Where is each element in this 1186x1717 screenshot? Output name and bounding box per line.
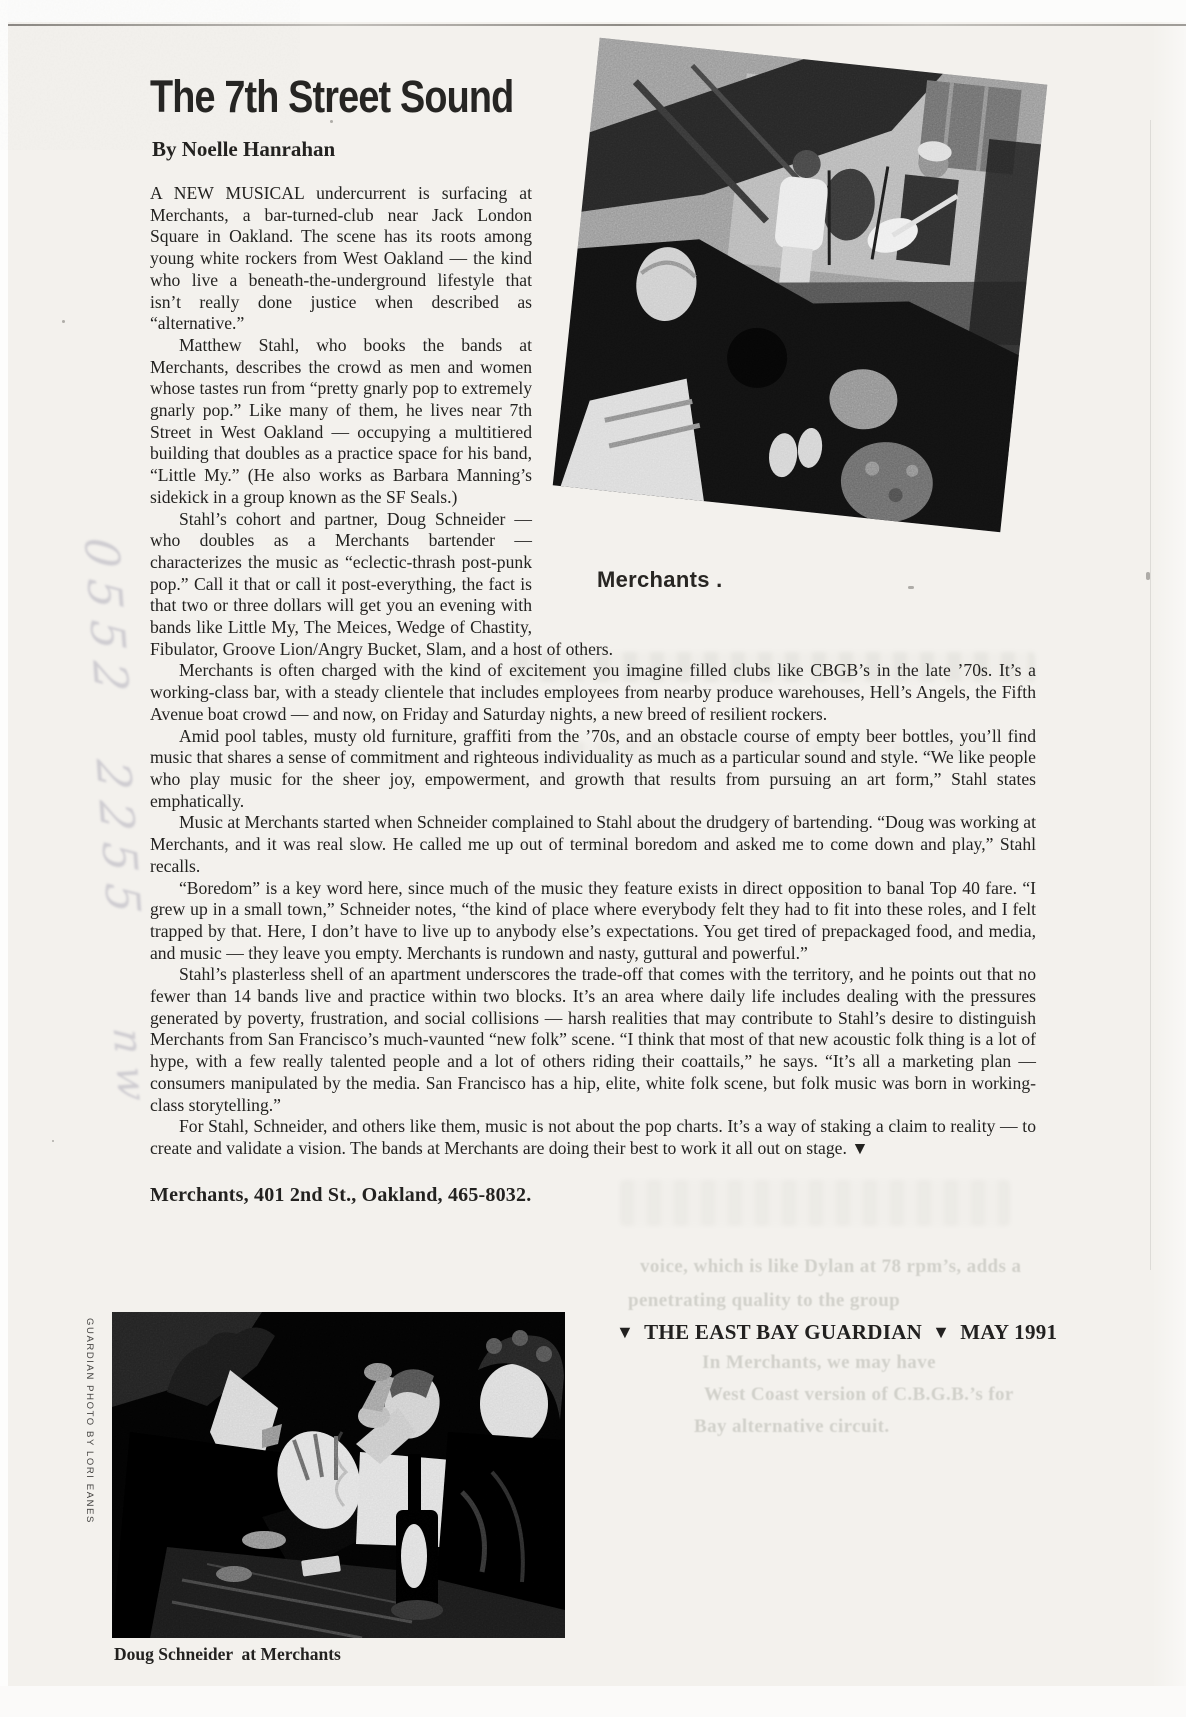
photo-credit-vertical: GUARDIAN PHOTO BY LORI EANES (84, 1318, 95, 1524)
ghost-text-line: penetrating quality to the group (628, 1290, 901, 1311)
article-paragraph: Merchants is often charged with the kind of excitement you imagine filled clubs like CBGB’s in the late ’70s. It’s a working-class bar, with a steady clientele that includes employees from nearby produce warehouses, Hell’s Angels, the Fifth Avenue boat crowd — and now, on Friday and Saturday nights, a new breed of resilient rockers. (150, 660, 1036, 724)
margin-scribble: nw (103, 1026, 156, 1114)
page-speck (908, 586, 914, 589)
band-photo (534, 183, 1036, 620)
scan-fold-line (8, 24, 1186, 26)
scan-edge-top (0, 0, 1186, 22)
page-edge-shadow (1150, 120, 1151, 1270)
article-paragraph: Amid pool tables, musty old furniture, graffiti from the ’70s, and an obstacle course of empty beer bottles, you’ll find music that shares a sense of commitment and righteous individuality as much as a particular sound and style. “We like people who play music for the sheer joy, empowerment, and growth that results from pursuing an art form,” Stahl states emphatically. (150, 725, 1036, 811)
article (150, 71, 1036, 1207)
page-speck (62, 320, 65, 323)
article-paragraph: For Stahl, Schneider, and others like them, music is not about the pop charts. It’s a way of staking a claim to reality — to create and validate a vision. The bands at Merchants are doing their best to work it all out on stage. ▼ (150, 1116, 1036, 1158)
scan-edge-right (1152, 0, 1186, 1717)
publication-name: THE EAST BAY GUARDIAN (644, 1320, 923, 1344)
page-speck (920, 300, 922, 302)
ghost-text-line: voice, which is like Dylan at 78 rpm’s, adds a (640, 1256, 1022, 1277)
ghost-text-line: Bay alternative circuit. (694, 1416, 890, 1437)
ghost-text-line: West Coast version of C.B.G.B.’s for (704, 1384, 1014, 1405)
page-speck (52, 1140, 54, 1142)
page-speck (330, 120, 333, 123)
issue-date: MAY 1991 (960, 1320, 1058, 1344)
article-paragraph: Matthew Stahl, who books the bands at Merchants, describes the crowd as men and women whose tastes run from “pretty gnarly pop to extremely gnarly pop.” Like many of them, he lives near 7th Street in West Oakland — occupying a multitiered building that doubles as a practice space for his band, “Little My.” (He also works as Barbara Manning’s sidekick in a group known as the SF Seals.) (150, 334, 532, 507)
scan-edge-left (0, 0, 8, 1717)
article-paragraph: Music at Merchants started when Schneider complained to Stahl about the drudgery of bartending. “Doug was working at Merchants, and it was real slow. He called me up out of terminal boredom and asked me to come down and play,” Stahl recalls. (150, 812, 1036, 876)
byline: By Noelle Hanrahan (152, 137, 336, 161)
page-speck (500, 760, 502, 762)
article-paragraph: Stahl’s plasterless shell of an apartment underscores the trade-off that comes with the territory, and he points out that no fewer than 14 bands live and practice within two blocks. It’s an area where daily life includes dealing with the pressures generated by poverty, frustration, and social collisions — harsh realities that may contribute to Stahl’s desire to distinguish Merchants from San Francisco’s much-vaunted “new folk” scene. “I think that most of that new acoustic folk thing is a lot of hype, with a few really talented people and a lot of others riding their coattails,” he says. “It’s all a marketing plan — consumers manipulated by the media. San Francisco has a hip, elite, white folk scene, but folk music was born in working-class storytelling.” (150, 964, 1036, 1115)
scan-edge-bottom (0, 1686, 1186, 1717)
triangle-down-icon: ▼ (932, 1322, 951, 1342)
margin-scribble: 0552 (73, 536, 140, 705)
address-line: Merchants, 401 2nd St., Oakland, 465-8032. (150, 1183, 532, 1206)
article-paragraph: “Boredom” is a key word here, since much of the music they feature exists in direct opposition to banal Top 40 fare. “I grew up in a small town,” Schneider notes, “the kind of place where everybody felt they had to fit into these roles, and I felt trapped by that. Here, I don’t have to live up to anybody else’s expectations. You get tired of prepackaged food, and media, and music — they leave you empty. Merchants is rundown and nasty, guttural and powerful.” (150, 877, 1036, 963)
band-photo-image (553, 38, 1048, 533)
triangle-down-icon: ▼ (616, 1322, 635, 1342)
article-paragraph: Stahl’s cohort and partner, Doug Schneider — who doubles as a Merchants bartender — characterizes the music as “eclectic-thrash post-punk pop.” Call it that or call it post-everything, the fact is that two or three dollars will get you an evening with bands like Little My, The Meices, Wedge of Chastity, Fibulator, Groove Lion/Angry Bucket, Slam, and a host of others. (150, 508, 614, 659)
margin-scribble: 2255 (85, 758, 152, 927)
band-photo-caption: Merchants . (597, 567, 723, 592)
ghost-text-line: In Merchants, we may have (702, 1352, 936, 1373)
bar-photo-image (112, 1312, 565, 1638)
article-paragraph: A NEW MUSICAL undercurrent is surfacing at Merchants, a bar-turned-club near Jack London Square in Oakland. The scene has its roots among young white rockers from West Oakland — the kind who live a beneath-the-underground lifestyle that isn’t really done justice when described as “alternative.” (150, 183, 532, 334)
page-speck (240, 362, 242, 364)
footer-banner (616, 1320, 1057, 1345)
bar-photo-caption: Doug Schneider at Merchants (114, 1644, 341, 1664)
page-title: The 7th Street Sound (150, 71, 514, 122)
